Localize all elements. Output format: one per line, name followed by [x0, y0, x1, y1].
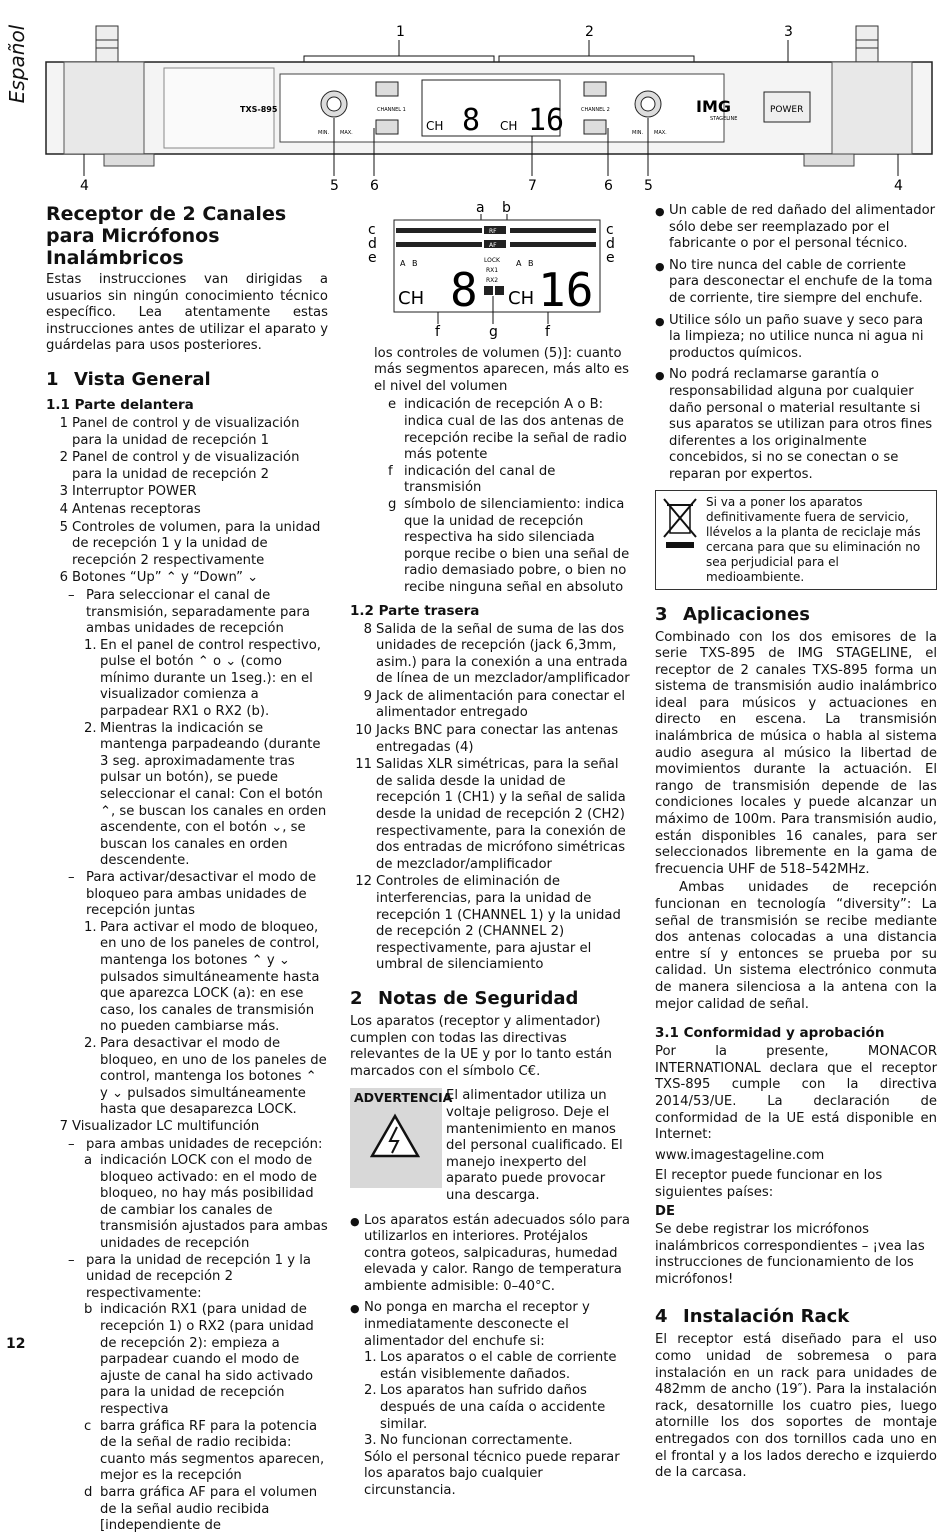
svg-text:CH: CH [508, 288, 535, 309]
recycling-notice [655, 490, 937, 590]
svg-text:A: A [516, 259, 522, 268]
list-item: 1 Panel de control y de visualización para la unidad de recepción 1 [59, 415, 300, 448]
paragraph: El receptor puede funcionar en los siguientes países: [655, 1168, 883, 1200]
svg-text:e: e [606, 250, 615, 266]
svg-text:b: b [502, 200, 511, 216]
svg-text:CHANNEL 2: CHANNEL 2 [581, 107, 610, 113]
svg-text:LOCK: LOCK [484, 257, 500, 264]
svg-text:CH: CH [426, 119, 444, 133]
bullet-item: ● Utilice sólo un paño suave y seco para la limpieza; no utilice nunca ni agua ni productos químicos. [655, 312, 924, 361]
list-item: 3 Interruptor POWER [59, 484, 197, 500]
section-4-heading: 4 Instalación Rack [655, 1306, 850, 1328]
recycling-text: Si va a poner los aparatos definitivamente fuera de servicio, llévelos a la planta de reciclaje más cercana para que su eliminación no sea perjudicial para el medioambiente. [706, 494, 921, 584]
bullet-item: ● No tire nunca del cable de corriente para desconectar el enchufe de la toma de corriente, tire siempre del enchufe. [655, 257, 933, 306]
list-item: 11 Salidas XLR simétricas, para la señal de salida desde la unidad de recepción 1 (CH1) y la señal de salida desde la unidad de recepción 2 (CH2) respectivamente, para la conexión de dos entradas de micrófono simétricas de mezclador/amplificador [355, 757, 626, 872]
svg-text:CHANNEL 1: CHANNEL 1 [377, 107, 406, 113]
device-model: TXS-895 [240, 105, 278, 114]
svg-text:MIN.: MIN. [318, 130, 330, 136]
dash-item: – Para activar/desactivar el modo de bloqueo para ambas unidades de recepción juntas [68, 870, 317, 919]
crossed-bin-icon [660, 495, 700, 551]
list-item: 12 Controles de eliminación de interferencias, para la unidad de recepción 1 (CHANNEL 1) y la unidad de recepción 2 (CHANNEL 2) respectivamente, para ajustar el umbral de silenciamiento [355, 874, 621, 973]
list-item: 4 Antenas receptoras [59, 501, 201, 517]
section-1-1-heading: 1.1 Parte delantera [46, 396, 194, 413]
svg-text:6: 6 [604, 178, 613, 194]
lettered-item: c barra gráfica RF para la potencia de la señal de radio recibida: cuanto más segmentos aparecen, mejor es la recepción [84, 1418, 325, 1484]
svg-text:16: 16 [538, 263, 594, 317]
document-title: Receptor de 2 Canales para Micrófonos Inalámbricos [46, 203, 287, 269]
sub-step: 2. Mientras la indicación se mantenga parpadeando (durante 3 seg. aproximadamente tras pulsar un botón), se puede seleccionar el canal: Con el botón ⌃, se buscan los canales en orden ascendente, con el botón ⌄, se buscan los canales en orden descendente. [84, 720, 327, 869]
svg-text:STAGELINE: STAGELINE [710, 116, 738, 122]
lettered-item: b indicación RX1 (para unidad de recepción 1) o RX2 (para unidad de recepción 2): empieza a parpadear cuando el modo de ajuste de canal ha sido activado para la unidad de recepción respectiva [84, 1302, 314, 1417]
paragraph: Combinado con los dos emisores de la serie TXS-895 de IMG STAGELINE, el receptor de 2 canales TXS-895 forma un sistema de transmisión audio inalámbrico ideal para músicos y actuaciones en directo en escena. La transmisión inalámbrica de música o habla al sistema audio asegura al músico la libertad de movimientos durante la actuación. El rango de transmisión depende de las condiciones locales y puede alcanzar un máximo de 100m. Para transmisión audio, están disponibles 16 canales, para ser seleccionados libremente en la gama de frecuencia UHF de 518–542MHz. [655, 629, 937, 877]
svg-text:4: 4 [894, 178, 903, 194]
high-voltage-icon [370, 1113, 420, 1159]
website-url: www.imagestageline.com [655, 1147, 825, 1163]
svg-text:d: d [368, 236, 377, 252]
bullet-item: ● No podrá reclamarse garantía o responsabilidad alguna por cualquier daño personal o material resultante si sus aparatos se utilizan para otros fines diferentes a los originalmente concebidos, si no se conectan o se reparan por expertos. [655, 367, 933, 482]
svg-text:d: d [606, 236, 615, 252]
section-3-1-heading: 3.1 Conformidad y aprobación [655, 1025, 885, 1042]
list-item: 9 Jack de alimentación para conectar el alimentador entregado [363, 688, 626, 721]
lettered-item: d barra gráfica AF para el volumen de la señal audio recibida [independiente de [84, 1484, 318, 1534]
svg-text:8: 8 [462, 103, 481, 138]
sub-step: 1. Los aparatos o el cable de corriente están visiblemente dañados. [364, 1350, 617, 1382]
svg-text:RF: RF [489, 228, 497, 235]
svg-text:B: B [528, 259, 534, 268]
sub-step: 2. Para desactivar el modo de bloqueo, en uno de los paneles de control, mantenga los botones ⌃ y ⌄ pulsados simultáneamente hasta que desaparezca LOCK. [84, 1035, 327, 1118]
paragraph: Los aparatos (receptor y alimentador) cumplen con todas las directivas relevantes de la UE y por lo tanto están marcados con el símbolo C€. [350, 1013, 613, 1079]
warning-label: ADVERTENCIA [350, 1088, 442, 1188]
list-item: 5 Controles de volumen, para la unidad de recepción 1 y la unidad de recepción 2 respectivamente [59, 519, 321, 568]
sub-step: 3. No funcionan correctamente. [364, 1433, 573, 1449]
lettered-item: g símbolo de silenciamiento: indica que la unidad de recepción respectiva ha sido silenciada porque recibe o bien una señal de radio demasiado pobre, o bien no recibe ninguna señal en absoluto [388, 496, 630, 595]
brand-logo: IMG [696, 97, 732, 116]
bullet-item: ● No ponga en marcha el receptor y inmediatamente desconecte el alimentador del enchufe si: [350, 1300, 590, 1349]
dash-item: – Para seleccionar el canal de transmisión, separadamente para ambas unidades de recepción [68, 587, 310, 637]
paragraph: Ambas unidades de recepción funcionan en tecnología “diversity”: La señal de transmisión se recibe mediante dos antenas colocadas a una distancia entre sí y entonces se prueba por su calidad. Un sistema electrónico conmuta de manera silenciosa a la antena con la mejor calidad de señal. [655, 880, 937, 1012]
list-item: 10 Jacks BNC para conectar las antenas entregadas (4) [355, 723, 619, 755]
callout-3: 3 [784, 24, 793, 40]
paragraph: Se debe registrar los micrófonos inalámbricos correspondientes – ¡vea las instrucciones de funcionamiento de los micrófonos! [655, 1222, 925, 1287]
section-1-2-heading: 1.2 Parte trasera [350, 602, 480, 619]
page-number: 12 [6, 1336, 26, 1352]
svg-text:AF: AF [489, 242, 497, 249]
lettered-item: a indicación LOCK con el modo de bloqueo activado: en el modo de bloqueo, no hay más posibilidad de cambiar los canales de transmisión ajustados para ambas unidades de recepción [84, 1153, 328, 1252]
svg-text:MAX.: MAX. [654, 130, 667, 136]
svg-text:8: 8 [450, 263, 478, 317]
svg-text:6: 6 [370, 178, 379, 194]
device-front-panel-figure [44, 20, 934, 210]
svg-text:16: 16 [528, 103, 565, 138]
list-item: 7 Visualizador LC multifunción [59, 1118, 260, 1134]
svg-text:5: 5 [330, 178, 339, 194]
svg-text:A: A [400, 259, 406, 268]
bullet-item: ● Un cable de red dañado del alimentador sólo debe ser reemplazado por el fabricante o por el personal técnico. [655, 203, 936, 252]
svg-text:7: 7 [528, 178, 537, 194]
lcd-detail-figure [350, 200, 632, 340]
svg-text:RX1: RX1 [486, 267, 499, 274]
intro-paragraph: Estas instrucciones van dirigidas a usuarios sin ningún conocimiento técnico específico. Lea atentamente estas instrucciones antes de utilizar el aparato y guárdelas para usos posteriores. [46, 272, 328, 354]
section-2-heading: 2 Notas de Seguridad [350, 987, 579, 1009]
language-label: Español [5, 24, 30, 104]
svg-text:MAX.: MAX. [340, 130, 353, 136]
dash-item: – para la unidad de recepción 1 y la unidad de recepción 2 respectivamente: [68, 1252, 311, 1301]
paragraph: Por la presente, MONACOR INTERNATIONAL declara que el receptor TXS-895 cumple con la directiva 2014/53/UE. La declaración de conformidad de la UE está disponible en Internet: [655, 1044, 937, 1143]
sub-step: 1. Para activar el modo de bloqueo, en uno de los paneles de control, mantenga los botones ⌃ y ⌄ pulsados simultáneamente hasta que aparezca LOCK (a): en ese caso, los canales de transmisión no pueden cambiarse más. [84, 919, 320, 1035]
svg-text:g: g [489, 324, 498, 340]
svg-text:f: f [435, 324, 440, 340]
section-1-heading: 1 Vista General [46, 368, 211, 390]
bullet-item: ● Los aparatos están adecuados sólo para utilizarlos en interiores. Protéjalos contra goteos, salpicaduras, humedad elevada y calor. Rango de temperatura ambiente admisible: 0–40°C. [350, 1212, 630, 1294]
column-1 [46, 203, 328, 1535]
warning-text: El alimentador utiliza un voltaje peligroso. Deje el mantenimiento en manos del personal cualificado. El manejo inexperto del aparato puede provocar una descarga. [446, 1088, 623, 1203]
warning-box [350, 1088, 632, 1204]
svg-text:e: e [368, 250, 377, 266]
svg-text:a: a [476, 200, 485, 216]
power-button-label: POWER [770, 105, 804, 115]
svg-text:c: c [368, 222, 376, 238]
list-item: 2 Panel de control y de visualización para la unidad de recepción 2 [59, 450, 300, 482]
svg-text:RX2: RX2 [486, 277, 499, 284]
column-2 [350, 200, 632, 1502]
callout-1: 1 [396, 24, 405, 40]
svg-text:CH: CH [398, 288, 425, 309]
dash-item: – para ambas unidades de recepción: [68, 1136, 323, 1152]
svg-text:B: B [412, 259, 418, 268]
svg-text:MIN.: MIN. [632, 130, 644, 136]
svg-text:CH: CH [500, 119, 518, 133]
lettered-item: f indicación del canal de transmisión [388, 463, 556, 496]
lettered-item: e indicación de recepción A o B: indica cual de las dos antenas de recepción recibe la señal de radio más potente [388, 397, 627, 463]
column-3 [655, 203, 937, 1484]
sub-step: 1. En el panel de control respectivo, pulse el botón ⌃ o ⌄ (como mínimo durante un 1seg.): en el visualizador comienza a parpadear RX1 o RX2 (b). [84, 637, 321, 720]
sub-step: 2. Los aparatos han sufrido daños después de una caída o accidente similar. [364, 1383, 606, 1432]
paragraph: Sólo el personal técnico puede reparar los aparatos bajo cualquier circunstancia. [364, 1449, 620, 1498]
callout-2: 2 [585, 24, 594, 40]
list-item: 8 Salida de la señal de suma de las dos unidades de recepción (jack 6,3mm, asim.) para la conexión a una entrada de línea de un mezclador/amplificador [363, 621, 630, 687]
paragraph: los controles de volumen (5)]: cuanto más segmentos aparecen, más alto es el nivel del volumen [374, 345, 629, 394]
svg-text:4: 4 [80, 178, 89, 194]
language-tab [4, 22, 28, 102]
paragraph: El receptor está diseñado para el uso como unidad de sobremesa o para instalación en un rack para unidades de 482mm de ancho (19″). Para la instalación rack, desatornille los cuatro pies, luego atornille los dos soportes de montaje entregados con dos tornillos cada uno en el frontal y a los lados derecho e izquierdo de la carcasa. [655, 1332, 937, 1481]
section-3-heading: 3 Aplicaciones [655, 603, 810, 625]
svg-text:5: 5 [644, 178, 653, 194]
list-item: 6 Botones “Up” ⌃ y “Down” ⌄ [59, 570, 259, 586]
country-code: DE [655, 1203, 675, 1219]
svg-text:f: f [545, 324, 550, 340]
svg-text:c: c [606, 222, 614, 238]
